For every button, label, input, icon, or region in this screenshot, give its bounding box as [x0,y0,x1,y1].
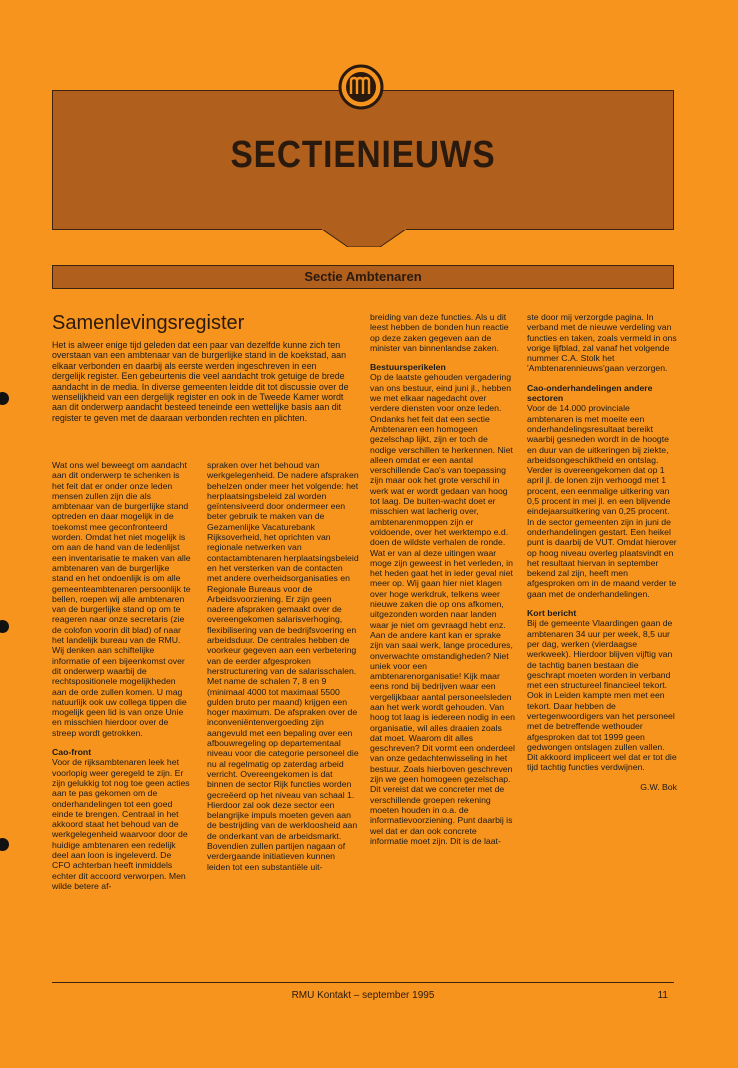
column-4 [527,312,677,792]
article-intro [52,340,350,423]
subheading-cao-onderhandelingen: Cao-onderhandelingen andere sectoren [527,382,653,404]
subheading-cao-front: Cao-front [52,747,92,758]
rmu-logo-icon [338,64,384,110]
paragraph: breiding van deze functies. Als u dit leest hebben de bonden hun reactie op deze zaken gegeven aan de minister van binnenlandse zaken. [370,312,509,353]
author-signature: G.W. Bok [640,781,677,792]
binder-hole-icon [0,838,9,851]
binder-hole-icon [0,620,9,633]
paragraph: Wat ons wel beweegt om aandacht aan dit onderwerp te schenken is het feit dat er onder onze leden mensen zullen zijn die als ambtenaar van de burgerlijke stand optreden en daar mogelijk in de toekomst mee geconfronteerd worden. Omdat het niet mogelijk is om aan de hand van de ledenlijst een inventarisatie te maken van alle ambtenaren van de burgerlijke stand en het ondoenlijk is om alle gemeenteambtenaren persoonlijk te bellen, roepen wij alle ambtenaren van de burgerlijke stand op om te reageren naar onze secretaris (zie de colofon voorin dit blad) of naar het landelijk bureau van de RMU. Wij denken aan schiftelijke informatie of een bijeenkomst over dit onderwerp waarbij de rechtspositionele mogelijkheden aan de orde zullen komen. U mag natuurlijk ook uw collega tippen die mogelijk geen lid is van onze Unie en misschien hierdoor over de streep wordt getrokken. [52,460,191,738]
page-title: SECTIENIEUWS [230,134,496,176]
paragraph: Voor de 14.000 provinciale ambtenaren is met moeite een onderhandelingsresultaat bereikt waarbij gesneden wordt in de hoogte en duur van de uitkeringen bij ziekte, arbeidsongeschiktheid en ontslag. Verder is overeengekomen dat op 1 april jl. de lonen zijn verhoogd met 1 procent, een eenmalige uitkering van 0,5 procent in mei jl. en een blijvende eindejaarsuitkering van 0,25 procent. In de sector gemeenten zijn in juni de onderhandelingen gestart. Een heikel punt is daarbij de VUT. Omdat hierover op hoog niveau overleg plaatsvindt en het resultaat hiervan in september bekend zal zijn, heeft men afgesproken om in de maand verder te gaan met de onderhandelingen. [527,403,677,599]
intro-paragraph: Het is alweer enige tijd geleden dat een paar van dezelfde kunne zich ten overstaan van een ambtenaar van de burgerlijke stand in de koekstad, aan elkaar verbonden en daarbij als eerste werden ingeschreven in een dergelijk register. Een gebeurtenis die veel aandacht trok getuige de brede aandacht in de media. In diverse gemeenten leidde dit tot discussie over de wenselijkheid van een dergelijk register en ook in de Tweede Kamer wordt aan dit onderwerp aandacht besteed teneinde een wettelijke basis aan dit register te geven met de daaraan verbonden rechten en plichten. [52,340,349,423]
column-1 [52,460,192,900]
binder-hole-icon [0,392,9,405]
paragraph: spraken over het behoud van werkgelegenheid. De nadere afspraken behelzen onder meer het volgende: het herplaatsingsbeleid zal worden geïntensiveerd door ondermeer een beter gebruik te maken van de Gezamenlijke Vacaturebank Rijksoverheid, het oprichten van regionale netwerken van contactambtenaren herplaatsingsbeleid en het versterken van de contacten met andere overheidsorganisaties en Regionale Bureaus voor de Arbeidsvoorziening. Er zijn geen nadere afspraken gemaakt over de overeengekomen salarisverhoging, flexibilisering van de bedrijfsvoering en arbeidsduur. De centrales hebben de voorkeur gegeven aan een verbetering van de eerder afgesproken herstructurering van de salarisschalen. Met name de schalen 7, 8 en 9 (minimaal 4000 tot maximaal 5500 gulden bruto per maand) krijgen een hoger maximum. De afspraken over de inconveniëntenvergoeding zijn aangevuld met een bepaling over een afbouwregeling op departementaal niveau voor die categorie personeel die nu al regelmatig op zaterdag arbeid verricht. Overeengekomen is dat binnen de sector Rijk functies worden gecreëerd op het niveau van schaal 1. Hierdoor zal ook deze sector een belangrijke impuls moeten geven aan de bestrijding van de werkloosheid aan de onderkant van de arbeidsmarkt. Bovendien zullen partijen nagaan of verdergaande initiatieven kunnen leiden tot een substantiële uit- [207,460,359,872]
subheading-bestuursperikelen: Bestuursperikelen [370,362,446,373]
subheading-kort-bericht: Kort bericht [527,608,577,619]
paragraph: Bij de gemeente Vlaardingen gaan de ambtenaren 34 uur per week, 8,5 uur per dag, werken (vierdaagse werkweek). Hierdoor blijven vijftig van de tachtig banen bestaan die geschrapt moeten worden in verband met een structureel financieel tekort. Ook in Leiden kampte men met een tekort. Daar hebben de vertegenwoordigers van het personeel met de betreffende wethouder afgesproken dat tot 1999 geen gedwongen ontslagen zullen vallen. Dit akkoord impliceert wel dat er tot die tijd tachtig functies verdwijnen. [527,618,677,773]
column-3 [370,312,516,855]
page-number: 11 [657,990,668,1001]
footer-publication: RMU Kontakt – september 1995 [291,990,435,1001]
paragraph: ste door mij verzorgde pagina. In verband met de nieuwe verdeling van functies en taken, zoals vermeld in ons vorige lijfblad, zal vanaf het volgende nummer C.A. Stolk het 'Ambtenarennieuws'gaan verzorgen. [527,312,677,374]
article-title: Samenlevingsregister [52,312,245,334]
section-title: Sectie Ambtenaren [52,265,674,289]
paragraph: Voor de rijksambtenaren leek het voorlopig weer geregeld te zijn. Er zijn gelukkig tot nog toe geen acties aan te pas gekomen om de onderhandelingen tot een goed einde te brengen. Centraal in het akkoord staat het behoud van de werkgelegenheid waarvoor door de huidige ambtenaren een redelijk deel aan loon is ingeleverd. De CFO achterban heeft inmiddels echter dit accoord verworpen. Men wilde betere af- [52,757,190,891]
header-notch [322,229,406,247]
column-2 [207,460,359,881]
footer-divider [52,982,674,983]
paragraph: Op de laatste gehouden vergadering van ons bestuur, eind juni jl., hebben we met elkaar nagedacht over verdere diensten voor onze leden. Ondanks het feit dat een sectie Ambtenaren een homogeen gezelschap lijkt, zijn er toch de nodige verschillen te herkennen. Niet alleen omdat er een aantal verschillende Cao's van toepassing zijn maar ook het grote verschil in werk wat er wordt gedaan van hoog tot laag. De buiten-wacht doet er misschien wat lacherig over, ambtenarenmoppen zijn er voldoende, over het werktempo e.d. doen de wildste verhalen de ronde. Wat er van al deze uitingen waar moge zijn geweest in het verleden, in het heden gaat het in ieder geval niet meer op. Wij gaan hier niet klagen over hoge werkdruk, telkens weer nieuwe zaken die op ons afkomen, uitgezonden worden naar landen waar je niet om gevraagd hebt enz. Aan de andere kant kan er sprake zijn van saai werk, lange procedures, onverwachte omstandigheden? Niet uniek voor een ambtenarenorganisatie! Kijk maar eens rond bij bedrijven waar een vergelijkbaar aantal personeelsleden aan het werk wordt gehouden. Van hoog tot laag is iedereen nodig in een organisatie, wil alles draaien zoals dat moet. Waarom dit alles geschreven? Dit vormt een onderdeel van onze gedachtenwisseling in het bestuur. Zoals hierboven geschreven zijn we geen homogeen gezelschap. Dit vereist dat we concreter met de verschillende groepen rekening moeten houden in o.a. de informatievoorziening. Punt daarbij is wel dat er dan ook concrete informatie moet zijn. Dit is de laat- [370,372,515,846]
